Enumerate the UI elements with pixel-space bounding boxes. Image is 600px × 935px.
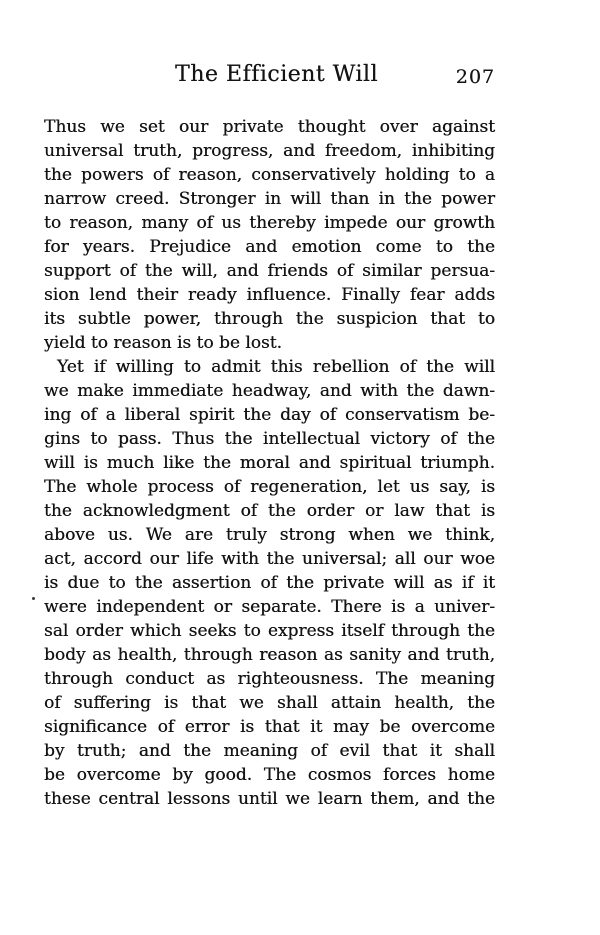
text-line: these central lessons until we learn them, and the xyxy=(44,789,495,809)
text-line: the acknowledgment of the order or law that is xyxy=(44,501,495,521)
text-line: were independent or separate. There is a univer- xyxy=(44,597,495,617)
page-number: 207 xyxy=(455,66,495,88)
text-line: ing of a liberal spirit the day of conservatism be- xyxy=(44,405,495,425)
text-line: the powers of reason, conservatively holding to a xyxy=(44,165,495,185)
scan-speck xyxy=(32,597,35,600)
text-line: support of the will, and friends of similar persua- xyxy=(44,261,495,281)
text-line: yield to reason is to be lost. xyxy=(44,333,282,353)
text-line: its subtle power, through the suspicion that to xyxy=(44,309,495,329)
text-line: sion lend their ready influence. Finally fear adds xyxy=(44,285,495,305)
text-line: through conduct as righteousness. The meaning xyxy=(44,669,495,689)
text-line: The whole process of regeneration, let us say, is xyxy=(44,477,495,497)
text-line: of suffering is that we shall attain health, the xyxy=(44,693,495,713)
text-line: narrow creed. Stronger in will than in the power xyxy=(44,189,495,209)
text-line: sal order which seeks to express itself through the xyxy=(44,621,495,641)
text-line: significance of error is that it may be overcome xyxy=(44,717,495,737)
text-line: act, accord our life with the universal; all our woe xyxy=(44,549,495,569)
page-body xyxy=(44,115,495,811)
text-line: universal truth, progress, and freedom, inhibiting xyxy=(44,141,495,161)
text-line: above us. We are truly strong when we think, xyxy=(44,525,495,545)
text-line: gins to pass. Thus the intellectual victory of the xyxy=(44,429,495,449)
paragraph-1 xyxy=(44,115,495,355)
paragraph-2 xyxy=(44,355,495,811)
text-line: by truth; and the meaning of evil that it shall xyxy=(44,741,495,761)
text-line: is due to the assertion of the private will as if it xyxy=(44,573,495,593)
text-line: Yet if willing to admit this rebellion of the will xyxy=(57,357,495,377)
text-line: will is much like the moral and spiritual triumph. xyxy=(44,453,495,473)
text-line: we make immediate headway, and with the dawn- xyxy=(44,381,495,401)
page-header xyxy=(44,60,495,92)
text-line: for years. Prejudice and emotion come to the xyxy=(44,237,495,257)
text-line: be overcome by good. The cosmos forces home xyxy=(44,765,495,785)
text-line: body as health, through reason as sanity and truth, xyxy=(44,645,495,665)
text-line: to reason, many of us thereby impede our growth xyxy=(44,213,495,233)
running-title: The Efficient Will xyxy=(175,62,378,87)
text-line: Thus we set our private thought over against xyxy=(44,117,495,137)
